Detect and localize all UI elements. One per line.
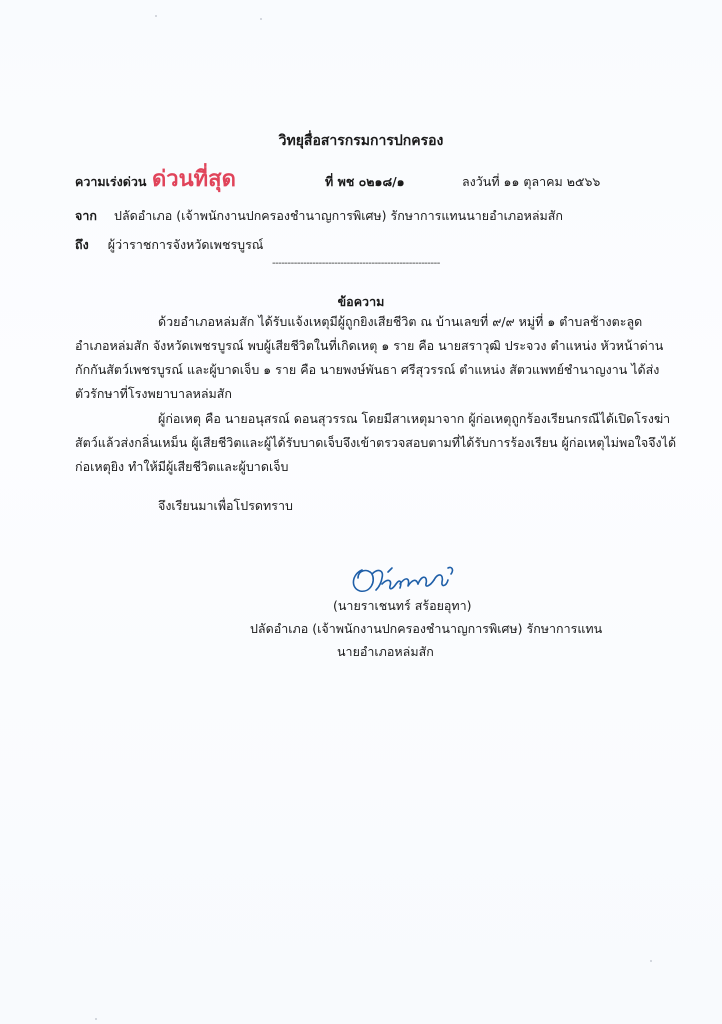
from-value: ปลัดอำเภอ (เจ้าพนักงานปกครองชำนาญการพิเศษ) รักษาการแทนนายอำเภอหล่มสัก [114,208,563,223]
handwritten-signature-icon [348,560,468,600]
to-row [75,234,263,255]
paragraph-2 [75,407,677,479]
document-title: วิทยุสื่อสารกรมการปกครอง [278,133,444,149]
reference-number: ที่ พช ๐๒๑๘/๑ [325,174,405,189]
paragraph-line: ตัวรักษาที่โรงพยาบาลหล่มสัก [75,386,232,401]
closing [75,494,665,518]
paragraph-line: สัตว์แล้วส่งกลิ่นเหม็น ผู้เสียชีวิตและผู้ได้รับบาดเจ็บจึงเข้าตรวจสอบตามที่ได้รับการร้องเรียน ผู้ก่อเหตุไม่พอใจจึงได้ [75,435,677,450]
paragraph-line: อำเภอหล่มสัก จังหวัดเพชรบูรณ์ พบผู้เสียชีวิตในที่เกิดเหตุ ๑ ราย คือ นายสราวุฒิ ประจวง ตำแหน่ง หัวหน้าด่าน [75,338,664,353]
closing-text: จึงเรียนมาเพื่อโปรดทราบ [158,498,293,513]
scan-speck [155,15,157,17]
to-value: ผู้ว่าราชการจังหวัดเพชรบูรณ์ [107,237,264,252]
from-label: จาก [75,208,97,223]
scan-speck [650,960,652,962]
signatory-name: (นายราเชนทร์ สร้อยอุทา) [333,598,472,613]
to-label: ถึง [75,237,89,252]
urgency-value: ด่วนที่สุด [152,167,236,192]
paragraph-line: ด้วยอำเภอหล่มสัก ได้รับแจ้งเหตุมีผู้ถูกยิงเสียชีวิต ณ บ้านเลขที่ ๙/๙ หมู่ที่ ๑ ตำบลช้างตะลูด [158,314,643,329]
message-heading: ข้อความ [337,294,385,309]
paragraph-1 [75,310,665,406]
paragraph-line: กักกันสัตว์เพชรบูรณ์ และผู้บาดเจ็บ ๑ ราย คือ นายพงษ์พันธา ศรีสุวรรณ์ ตำแหน่ง สัตวแพทย์ชำนาญงาน ได้ส่ง [75,362,660,377]
urgency-label: ความเร่งด่วน [75,174,147,189]
divider-line: ------------------------------------------------------ [272,258,440,269]
scan-speck [260,18,262,20]
signatory-position: ปลัดอำเภอ (เจ้าพนักงานปกครองชำนาญการพิเศษ) รักษาการแทน [250,621,603,636]
from-row [75,205,563,226]
signatory-position-continued: นายอำเภอหล่มสัก [337,644,434,659]
paragraph-line: ก่อเหตุยิง ทำให้มีผู้เสียชีวิตและผู้บาดเจ็บ [75,459,289,474]
paragraph-line: ผู้ก่อเหตุ คือ นายอนุสรณ์ ดอนสุวรรณ โดยมีสาเหตุมาจาก ผู้ก่อเหตุถูกร้องเรียนกรณีได้เปิดโรงฆ่า [158,411,671,426]
document-date: ลงวันที่ ๑๑ ตุลาคม ๒๕๖๖ [462,174,601,189]
scan-speck [95,1018,97,1020]
